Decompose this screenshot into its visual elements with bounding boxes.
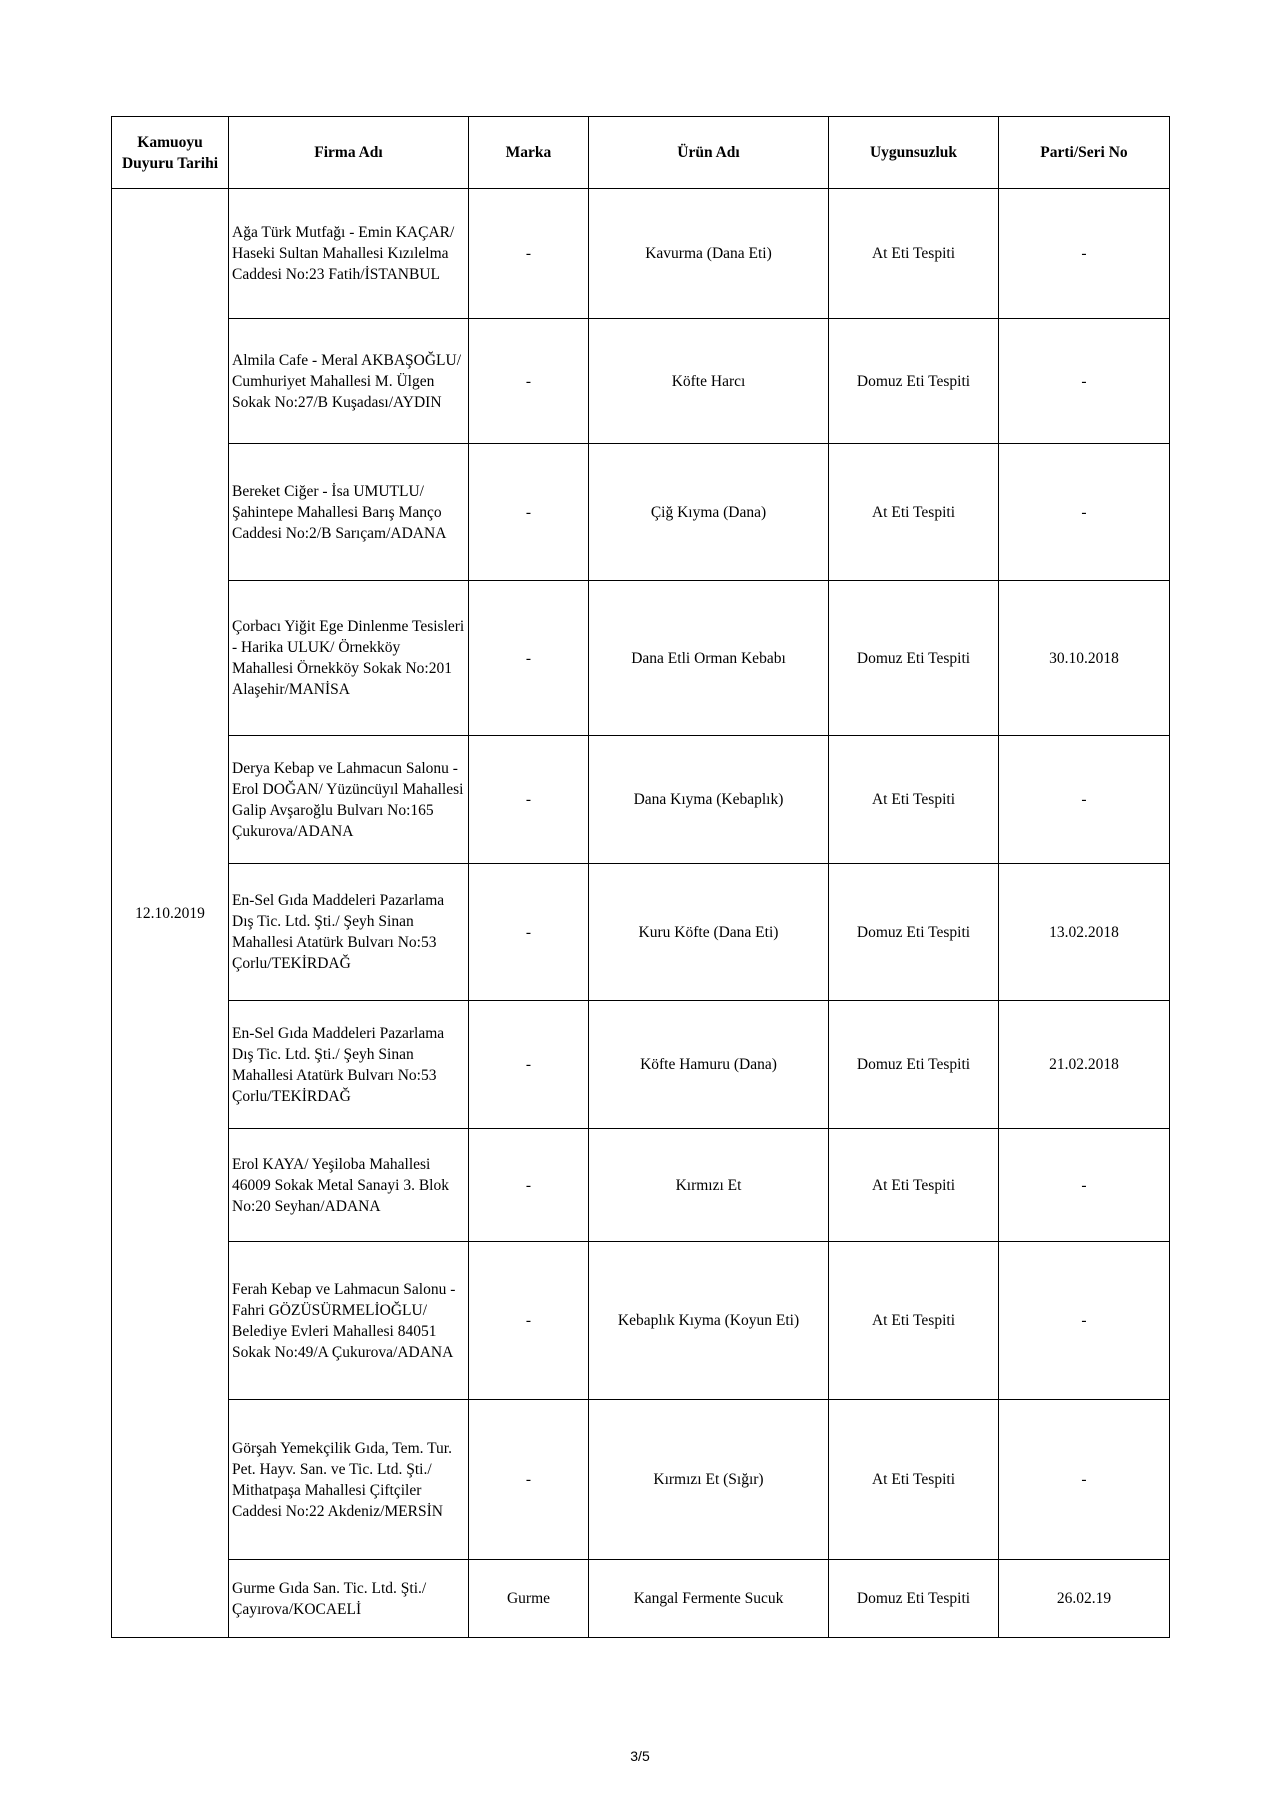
product-cell: Dana Kıyma (Kebaplık) <box>589 736 829 864</box>
product-cell: Köfte Hamuru (Dana) <box>589 1001 829 1129</box>
table-row <box>112 319 1170 444</box>
product-cell: Çiğ Kıyma (Dana) <box>589 444 829 581</box>
brand-cell: - <box>469 736 589 864</box>
announcement-date: 12.10.2019 <box>112 189 229 1638</box>
product-cell: Kangal Fermente Sucuk <box>589 1560 829 1638</box>
product-cell: Kebaplık Kıyma (Koyun Eti) <box>589 1242 829 1400</box>
table-row <box>112 1560 1170 1638</box>
violation-cell: At Eti Tespiti <box>829 189 999 319</box>
recall-table <box>111 116 1170 1638</box>
batch-cell: - <box>999 444 1170 581</box>
header-batch: Parti/Seri No <box>999 117 1170 189</box>
batch-cell: - <box>999 189 1170 319</box>
batch-cell: 30.10.2018 <box>999 581 1170 736</box>
firm-cell: En-Sel Gıda Maddeleri Pazarlama Dış Tic. Ltd. Şti./ Şeyh Sinan Mahallesi Atatürk Bulvarı No:53 Çorlu/TEKİRDAĞ <box>229 864 469 1001</box>
violation-cell: At Eti Tespiti <box>829 1242 999 1400</box>
table-row <box>112 864 1170 1001</box>
brand-cell: - <box>469 581 589 736</box>
firm-cell: Almila Cafe - Meral AKBAŞOĞLU/ Cumhuriyet Mahallesi M. Ülgen Sokak No:27/B Kuşadası/AYDIN <box>229 319 469 444</box>
firm-cell: Derya Kebap ve Lahmacun Salonu - Erol DOĞAN/ Yüzüncüyıl Mahallesi Galip Avşaroğlu Bulvarı No:165 Çukurova/ADANA <box>229 736 469 864</box>
batch-cell: 26.02.19 <box>999 1560 1170 1638</box>
table-row <box>112 736 1170 864</box>
table-row <box>112 581 1170 736</box>
brand-cell: - <box>469 864 589 1001</box>
header-product: Ürün Adı <box>589 117 829 189</box>
violation-cell: Domuz Eti Tespiti <box>829 864 999 1001</box>
violation-cell: Domuz Eti Tespiti <box>829 1001 999 1129</box>
brand-cell: - <box>469 1242 589 1400</box>
table-row <box>112 1001 1170 1129</box>
batch-cell: 21.02.2018 <box>999 1001 1170 1129</box>
product-cell: Kavurma (Dana Eti) <box>589 189 829 319</box>
table-row <box>112 1400 1170 1560</box>
product-cell: Dana Etli Orman Kebabı <box>589 581 829 736</box>
product-cell: Kırmızı Et <box>589 1129 829 1242</box>
product-cell: Köfte Harcı <box>589 319 829 444</box>
table-row <box>112 444 1170 581</box>
header-brand: Marka <box>469 117 589 189</box>
header-firm: Firma Adı <box>229 117 469 189</box>
violation-cell: Domuz Eti Tespiti <box>829 319 999 444</box>
firm-cell: Ferah Kebap ve Lahmacun Salonu - Fahri GÖZÜSÜRMELİOĞLU/ Belediye Evleri Mahallesi 84051 Sokak No:49/A Çukurova/ADANA <box>229 1242 469 1400</box>
firm-cell: Bereket Ciğer - İsa UMUTLU/ Şahintepe Mahallesi Barış Manço Caddesi No:2/B Sarıçam/ADANA <box>229 444 469 581</box>
header-date: Kamuoyu Duyuru Tarihi <box>112 117 229 189</box>
brand-cell: - <box>469 1129 589 1242</box>
brand-cell: - <box>469 1400 589 1560</box>
table-row <box>112 1242 1170 1400</box>
brand-cell: - <box>469 444 589 581</box>
product-cell: Kırmızı Et (Sığır) <box>589 1400 829 1560</box>
violation-cell: At Eti Tespiti <box>829 736 999 864</box>
batch-cell: - <box>999 319 1170 444</box>
batch-cell: 13.02.2018 <box>999 864 1170 1001</box>
violation-cell: Domuz Eti Tespiti <box>829 1560 999 1638</box>
violation-cell: At Eti Tespiti <box>829 1129 999 1242</box>
product-cell: Kuru Köfte (Dana Eti) <box>589 864 829 1001</box>
firm-cell: Gurme Gıda San. Tic. Ltd. Şti./ Çayırova/KOCAELİ <box>229 1560 469 1638</box>
firm-cell: Erol KAYA/ Yeşiloba Mahallesi 46009 Sokak Metal Sanayi 3. Blok No:20 Seyhan/ADANA <box>229 1129 469 1242</box>
violation-cell: Domuz Eti Tespiti <box>829 581 999 736</box>
table-row <box>112 189 1170 319</box>
firm-cell: Görşah Yemekçilik Gıda, Tem. Tur. Pet. Hayv. San. ve Tic. Ltd. Şti./ Mithatpaşa Mahallesi Çiftçiler Caddesi No:22 Akdeniz/MERSİN <box>229 1400 469 1560</box>
brand-cell: Gurme <box>469 1560 589 1638</box>
page-number: 3/5 <box>630 1748 650 1764</box>
brand-cell: - <box>469 189 589 319</box>
brand-cell: - <box>469 1001 589 1129</box>
violation-cell: At Eti Tespiti <box>829 444 999 581</box>
firm-cell: Çorbacı Yiğit Ege Dinlenme Tesisleri - Harika ULUK/ Örnekköy Mahallesi Örnekköy Sokak No:201 Alaşehir/MANİSA <box>229 581 469 736</box>
batch-cell: - <box>999 1129 1170 1242</box>
header-row <box>112 117 1170 189</box>
firm-cell: Ağa Türk Mutfağı - Emin KAÇAR/ Haseki Sultan Mahallesi Kızılelma Caddesi No:23 Fatih/İSTANBUL <box>229 189 469 319</box>
batch-cell: - <box>999 1400 1170 1560</box>
header-violation: Uygunsuzluk <box>829 117 999 189</box>
batch-cell: - <box>999 736 1170 864</box>
violation-cell: At Eti Tespiti <box>829 1400 999 1560</box>
table-row <box>112 1129 1170 1242</box>
firm-cell: En-Sel Gıda Maddeleri Pazarlama Dış Tic. Ltd. Şti./ Şeyh Sinan Mahallesi Atatürk Bulvarı No:53 Çorlu/TEKİRDAĞ <box>229 1001 469 1129</box>
batch-cell: - <box>999 1242 1170 1400</box>
brand-cell: - <box>469 319 589 444</box>
